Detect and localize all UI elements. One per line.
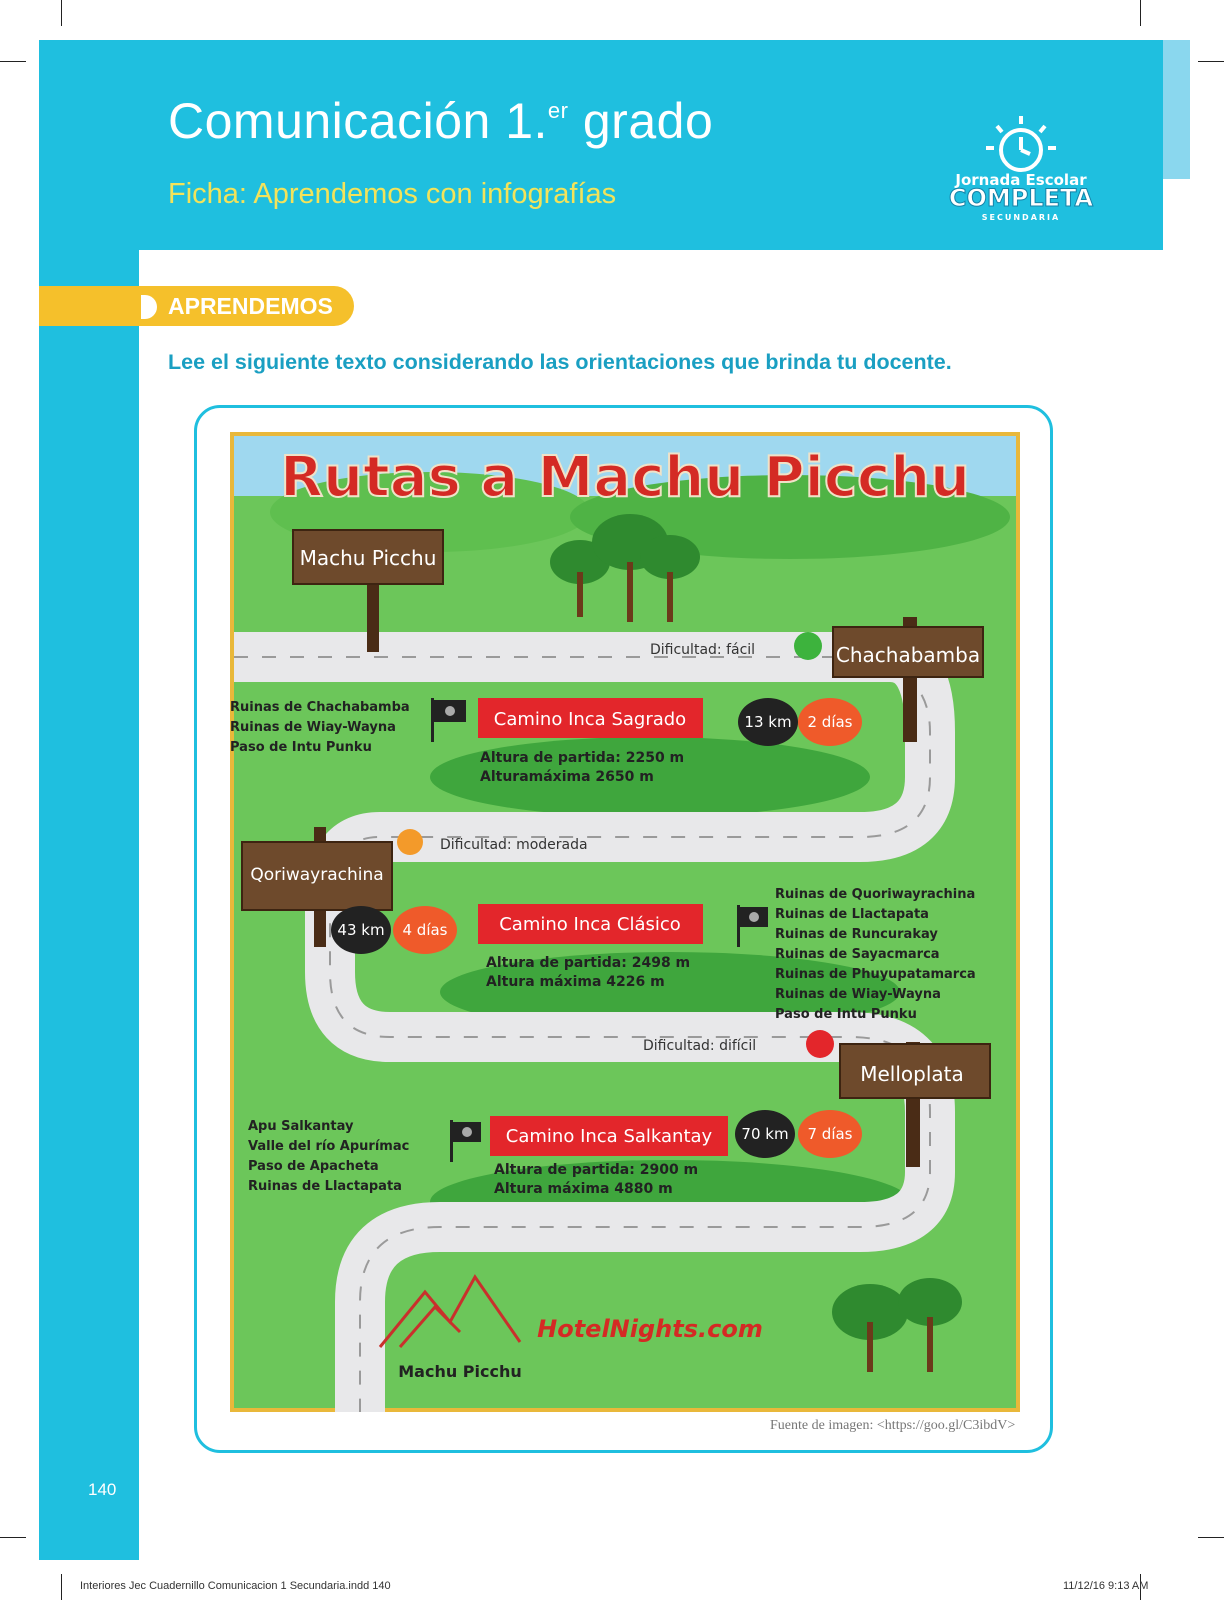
max-altitude: Altura máxima 4880 m: [494, 1181, 673, 1197]
svg-text:Apu Salkantay: Apu Salkantay: [248, 1119, 354, 1134]
svg-text:Ruinas de Quoriwayrachina: Ruinas de Quoriwayrachina: [775, 887, 976, 902]
clock-sun-icon: [986, 116, 1056, 170]
crop-mark: [0, 1537, 26, 1538]
difficulty-label: Dificultad: fácil: [650, 642, 756, 658]
route-duration: 7 días: [807, 1125, 853, 1143]
sign-label: Chachabamba: [835, 643, 981, 667]
max-altitude: Altura máxima 4226 m: [486, 974, 665, 990]
svg-text:Ruinas de Wiay-Wayna: Ruinas de Wiay-Wayna: [230, 720, 396, 735]
image-source: Fuente de imagen: <https://goo.gl/C3ibdV>: [770, 1418, 1016, 1433]
header-side-strip: [1163, 40, 1190, 179]
bottom-label: Machu Picchu: [398, 1362, 522, 1381]
infographic-title: Rutas a Machu Picchu: [280, 445, 970, 510]
footer-date: 11/12/16 9:13 AM: [1063, 1580, 1149, 1592]
start-altitude: Altura de partida: 2498 m: [486, 955, 691, 971]
route-duration: 4 días: [402, 921, 448, 939]
route-name: Camino Inca Clásico: [499, 914, 681, 935]
crop-mark: [1198, 61, 1224, 62]
page-number: 140: [88, 1480, 117, 1499]
crop-mark: [1198, 1537, 1224, 1538]
svg-text:Paso de Intu Punku: Paso de Intu Punku: [775, 1007, 917, 1022]
route-distance: 70 km: [741, 1125, 789, 1143]
svg-text:Ruinas de Phuyupatamarca: Ruinas de Phuyupatamarca: [775, 967, 976, 982]
crop-mark: [1140, 0, 1141, 26]
route-name: Camino Inca Sagrado: [493, 709, 687, 730]
crop-mark: [61, 1574, 62, 1600]
left-margin-band: [39, 250, 139, 1560]
crop-mark: [0, 61, 26, 62]
page-subtitle: Ficha: Aprendemos con infografías: [168, 178, 617, 210]
page-title: Comunicación 1.$^{er}$ grado: [168, 93, 714, 149]
difficulty-label: Dificultad: moderada: [440, 837, 588, 853]
start-altitude: Altura de partida: 2250 m: [480, 750, 685, 766]
infographic: [230, 432, 1020, 1412]
crop-mark: [61, 0, 62, 26]
brand-label: HotelNights.com: [537, 1315, 763, 1343]
difficulty-label: Dificultad: difícil: [643, 1038, 757, 1054]
footer-file: Interiores Jec Cuadernillo Comunicacion 1 Secundaria.indd 140: [80, 1580, 391, 1592]
route-distance: 13 km: [744, 713, 792, 731]
svg-text:Valle del río Apurímac: Valle del río Apurímac: [248, 1139, 410, 1154]
sign-label: Machu Picchu: [299, 546, 437, 570]
svg-text:Ruinas de Sayacmarca: Ruinas de Sayacmarca: [775, 947, 940, 962]
sign-label: Qoriwayrachina: [250, 865, 384, 885]
max-altitude: Alturamáxima 2650 m: [480, 769, 654, 785]
jornada-escolar-logo: [946, 110, 1096, 230]
svg-text:Paso de Intu Punku: Paso de Intu Punku: [230, 740, 372, 755]
instruction-text: Lee el siguiente texto considerando las orientaciones que brinda tu docente.: [168, 350, 952, 374]
start-altitude: Altura de partida: 2900 m: [494, 1162, 699, 1178]
route-duration: 2 días: [807, 713, 853, 731]
logo-line3: SECUNDARIA: [981, 213, 1061, 222]
svg-text:Paso de Apacheta: Paso de Apacheta: [248, 1159, 379, 1174]
svg-text:Ruinas de Llactapata: Ruinas de Llactapata: [248, 1179, 402, 1194]
svg-text:Ruinas de Runcurakay: Ruinas de Runcurakay: [775, 927, 938, 942]
route-distance: 43 km: [337, 921, 385, 939]
svg-text:Ruinas de Chachabamba: Ruinas de Chachabamba: [230, 700, 410, 715]
section-tab-label: APRENDEMOS: [168, 293, 333, 319]
svg-text:Ruinas de Wiay-Wayna: Ruinas de Wiay-Wayna: [775, 987, 941, 1002]
logo-line2: COMPLETA: [948, 184, 1094, 212]
route-name: Camino Inca Salkantay: [505, 1126, 713, 1147]
logo-line1: Jornada Escolar: [955, 171, 1087, 189]
svg-text:Ruinas de Llactapata: Ruinas de Llactapata: [775, 907, 929, 922]
sign-label: Melloplata: [860, 1062, 964, 1086]
